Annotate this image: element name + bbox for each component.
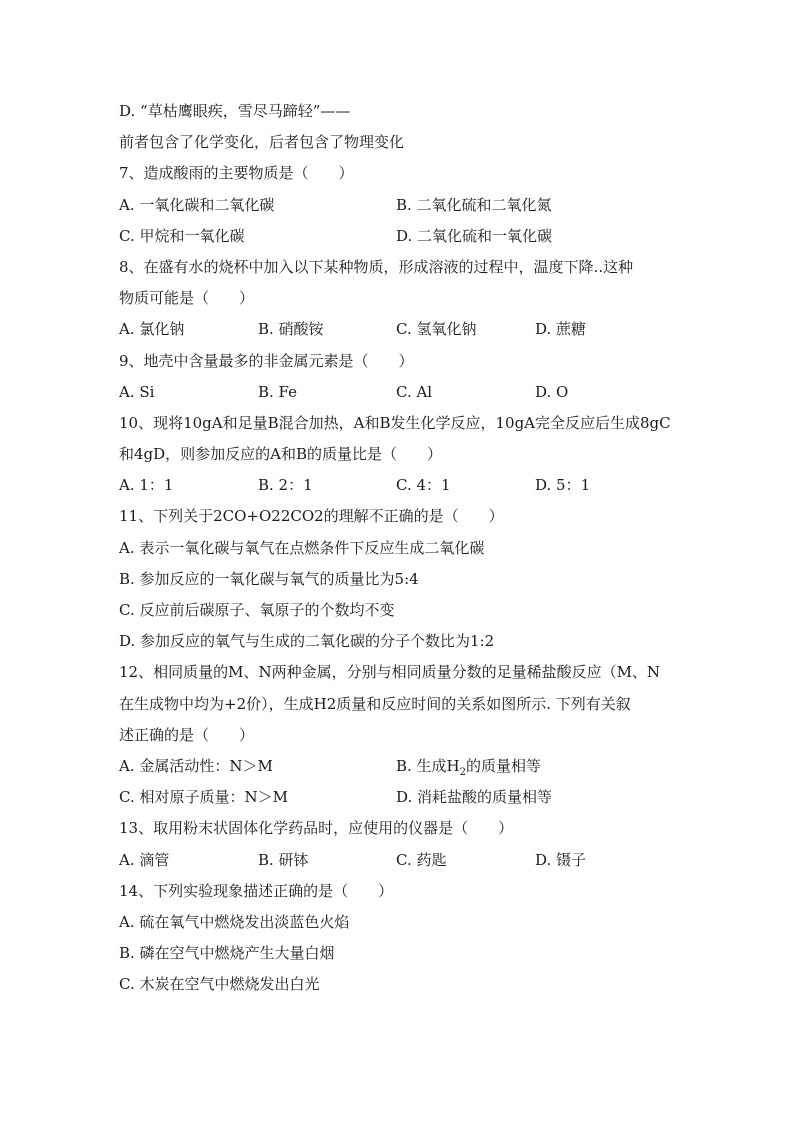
question-8-stem: 8、在盛有水的烧杯中加入以下某种物质，形成溶液的过程中，温度下降..这种 <box>119 257 634 276</box>
question-8-options <box>119 314 679 345</box>
question-9-stem: 9、地壳中含量最多的非金属元素是（ ） <box>119 351 414 370</box>
document-page <box>119 96 679 1000</box>
question-12-stem-cont: 述正确的是（ ） <box>119 725 255 744</box>
option-c: C. 4：1 <box>396 476 451 495</box>
option-a: A. 表示一氧化碳与氧气在点燃条件下反应生成二氧化碳 <box>119 538 485 557</box>
option-c: C. 甲烷和一氧化碳 <box>119 226 245 245</box>
question-13-options <box>119 845 679 876</box>
question-12-stem-cont: 在生成物中均为+2价），生成H2质量和反应时间的关系如图所示. 下列有关叙 <box>119 694 631 713</box>
question-10-stem-cont: 和4gD，则参加反应的A和B的质量比是（ ） <box>119 445 443 464</box>
question-7-options-row-2 <box>119 221 679 252</box>
option-b: B. 2：1 <box>258 476 313 495</box>
question-13-stem: 13、取用粉末状固体化学药品时，应使用的仪器是（ ） <box>119 819 514 838</box>
question-7-options-row-1 <box>119 190 679 221</box>
option-a: A. 1：1 <box>119 476 174 495</box>
option-b: B. 参加反应的一氧化碳与氧气的质量比为5:4 <box>119 569 419 588</box>
option-a: A. 硫在氧气中燃烧发出淡蓝色火焰 <box>119 912 350 931</box>
option-d: D. O <box>535 382 569 401</box>
question-14-stem: 14、下列实验现象描述正确的是（ ） <box>119 881 394 900</box>
option-b-text: B. 生成H <box>396 756 460 775</box>
option-d: D. 参加反应的氧气与生成的二氧化碳的分子个数比为1:2 <box>119 632 495 651</box>
question-12-options-row-2 <box>119 782 679 813</box>
question-10-stem: 10、现将10gA和足量B混合加热，A和B发生化学反应，10gA完全反应后生成8gC <box>119 413 671 432</box>
question-12-options-row-1 <box>119 751 679 782</box>
option-a: A. 滴管 <box>119 850 170 869</box>
option-a: A. 一氧化碳和二氧化碳 <box>119 195 275 214</box>
option-c: C. 氢氧化钠 <box>396 320 477 339</box>
option-c: C. 药匙 <box>396 850 447 869</box>
option-c: C. 木炭在空气中燃烧发出白光 <box>119 975 320 994</box>
option-b: B. Fe <box>258 382 298 401</box>
question-9-options <box>119 377 679 408</box>
option-c: C. Al <box>396 382 433 401</box>
text-line: D. “草枯鹰眼疾，雪尽马蹄轻”—— <box>119 102 351 120</box>
option-b: B. 研钵 <box>258 850 309 869</box>
option-d: D. 5：1 <box>535 476 591 495</box>
option-b <box>396 751 541 782</box>
option-b: B. 二氧化硫和二氧化氮 <box>396 195 552 214</box>
question-10-options <box>119 470 679 501</box>
text-line: 前者包含了化学变化，后者包含了物理变化 <box>119 133 405 152</box>
question-12-stem: 12、相同质量的M、N两种金属，分别与相同质量分数的足量稀盐酸反应（M、N <box>119 663 661 682</box>
option-d: D. 镊子 <box>535 850 587 869</box>
question-7-stem: 7、造成酸雨的主要物质是（ ） <box>119 164 354 183</box>
question-8-stem-cont: 物质可能是（ ） <box>119 289 255 308</box>
option-c: C. 反应前后碳原子、氧原子的个数均不变 <box>119 601 395 619</box>
option-a: A. 氯化钠 <box>119 320 185 339</box>
option-d: D. 蔗糖 <box>535 320 587 339</box>
subscript: 2 <box>459 766 467 778</box>
option-b-text-end: 的质量相等 <box>466 756 542 775</box>
option-b: B. 磷在空气中燃烧产生大量白烟 <box>119 944 335 963</box>
question-11-stem: 11、下列关于2CO+O22CO2的理解不正确的是（ ） <box>119 507 504 526</box>
option-d: D. 消耗盐酸的质量相等 <box>396 788 553 807</box>
option-a: A. 金属活动性：N＞M <box>119 756 273 775</box>
option-c: C. 相对原子质量：N＞M <box>119 788 288 807</box>
option-b: B. 硝酸铵 <box>258 320 324 339</box>
option-a: A. Si <box>119 382 155 401</box>
option-d: D. 二氧化硫和一氧化碳 <box>396 226 553 245</box>
